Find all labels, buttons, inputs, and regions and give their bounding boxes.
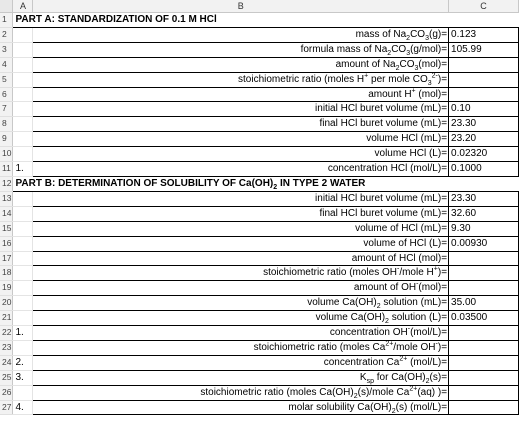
table-row: [0, 266, 519, 281]
cell-c-value[interactable]: [449, 340, 519, 355]
table-row: [0, 206, 519, 221]
cell-b-label[interactable]: stoichiometric ratio (moles $Ca(OH)_2(s)$/mole $Ca^{2+}(aq)$ )=: [33, 385, 449, 400]
section-row-part-b: [0, 176, 519, 191]
table-row: [0, 102, 519, 117]
cell-a-item-number[interactable]: [13, 191, 33, 206]
cell-c-value[interactable]: [449, 281, 519, 296]
table-row: [0, 340, 519, 355]
cell-a-item-number[interactable]: [13, 236, 33, 251]
table-row: [0, 326, 519, 341]
cell-a-item-number[interactable]: [13, 281, 33, 296]
cell-b-label[interactable]: volume of HCl (mL)=: [33, 221, 449, 236]
table-row: [0, 27, 519, 42]
cell-a-item-number[interactable]: 4.: [13, 400, 33, 415]
cell-c-value[interactable]: 0.1000: [449, 162, 519, 177]
cell-a-item-number[interactable]: [13, 27, 33, 42]
cell-b-label[interactable]: concentration OH-(mol/L)=: [33, 326, 449, 341]
cell-b-label[interactable]: concentration HCl (mol/L)=: [33, 162, 449, 177]
row-number[interactable]: 11: [0, 162, 13, 177]
row-number[interactable]: 1: [0, 13, 13, 28]
row-number[interactable]: 9: [0, 132, 13, 147]
cell-b-label[interactable]: final HCl buret volume (mL)=: [33, 206, 449, 221]
table-row: [0, 162, 519, 177]
cell-c-value[interactable]: [449, 355, 519, 370]
cell-b-label[interactable]: concentration $Ca^{2+}$ (mol/L)=: [33, 355, 449, 370]
row-number[interactable]: 14: [0, 206, 13, 221]
cell-a-item-number[interactable]: 1.: [13, 326, 33, 341]
section-row-part-a: [0, 13, 519, 28]
cell-b-label[interactable]: molar solubility $Ca(OH)_2(s)$ (mol/L)=: [33, 400, 449, 415]
row-number[interactable]: 3: [0, 42, 13, 57]
cell-a-item-number[interactable]: [13, 102, 33, 117]
cell-a-item-number[interactable]: [13, 147, 33, 162]
cell-c-value[interactable]: [449, 385, 519, 400]
cell-b-label[interactable]: formula mass of $Na_2CO_3(g/mol)=$: [33, 42, 449, 57]
column-header-c[interactable]: C: [449, 0, 519, 13]
cell-b-label[interactable]: volume of HCl (L)=: [33, 236, 449, 251]
table-row: [0, 281, 519, 296]
cell-a-item-number[interactable]: 1.: [13, 162, 33, 177]
cell-a-item-number[interactable]: [13, 72, 33, 87]
section-title-part-a[interactable]: PART A: STANDARDIZATION OF 0.1 M HCl: [13, 13, 519, 28]
cell-b-label[interactable]: volume HCl (L)=: [33, 147, 449, 162]
cell-c-value[interactable]: 0.10: [449, 102, 519, 117]
table-row: [0, 385, 519, 400]
cell-b-label[interactable]: initial HCl buret volume (mL)=: [33, 102, 449, 117]
cell-a-item-number[interactable]: [13, 266, 33, 281]
table-row: [0, 72, 519, 87]
row-number[interactable]: 12: [0, 176, 13, 191]
row-number[interactable]: 18: [0, 266, 13, 281]
cell-b-label[interactable]: volume HCl (mL)=: [33, 132, 449, 147]
cell-c-value[interactable]: [449, 72, 519, 87]
row-number[interactable]: 23: [0, 340, 13, 355]
cell-b-label[interactable]: volume $Ca(OH)_2$ solution (L)=: [33, 311, 449, 326]
row-number[interactable]: 25: [0, 370, 13, 385]
table-row: [0, 87, 519, 102]
table-row: [0, 117, 519, 132]
cell-a-item-number[interactable]: [13, 42, 33, 57]
cell-b-label[interactable]: stoichiometric ratio (moles OH-/mole H+)=: [33, 266, 449, 281]
section-title-part-b-subscript: 2: [273, 183, 278, 191]
cell-a-item-number[interactable]: [13, 57, 33, 72]
row-number[interactable]: 10: [0, 147, 13, 162]
section-title-part-b-prefix: PART B: DETERMINATION OF SOLUBILITY OF Ca(OH): [15, 177, 274, 189]
cell-a-item-number[interactable]: [13, 132, 33, 147]
column-header-row: [0, 0, 519, 13]
section-title-part-b-suffix: IN TYPE 2 WATER: [277, 177, 366, 189]
cell-a-item-number[interactable]: [13, 221, 33, 236]
cell-c-value[interactable]: [449, 266, 519, 281]
column-header-b[interactable]: B: [33, 0, 449, 13]
row-number[interactable]: 5: [0, 72, 13, 87]
row-number[interactable]: 19: [0, 281, 13, 296]
cell-b-label[interactable]: amount H+ (mol)=: [33, 87, 449, 102]
cell-a-item-number[interactable]: [13, 251, 33, 266]
cell-c-value[interactable]: 23.30: [449, 117, 519, 132]
cell-b-label[interactable]: final HCl buret volume (mL)=: [33, 117, 449, 132]
table-row: [0, 57, 519, 72]
cell-b-label[interactable]: amount of $Na_2CO_3(mol)=$: [33, 57, 449, 72]
row-number[interactable]: 2: [0, 27, 13, 42]
cell-a-item-number[interactable]: 2.: [13, 355, 33, 370]
row-number[interactable]: 26: [0, 385, 13, 400]
row-number[interactable]: 24: [0, 355, 13, 370]
table-row: [0, 296, 519, 311]
cell-c-value[interactable]: [449, 57, 519, 72]
cell-b-label[interactable]: $K_{sp}$ for $Ca(OH)_2(s)=$: [33, 370, 449, 385]
cell-c-value[interactable]: 0.03500: [449, 311, 519, 326]
table-row: [0, 251, 519, 266]
cell-b-label[interactable]: volume $Ca(OH)_2$ solution (mL)=: [33, 296, 449, 311]
section-title-part-b[interactable]: [13, 176, 519, 191]
cell-b-label[interactable]: initial HCl buret volume (mL)=: [33, 191, 449, 206]
table-row: [0, 221, 519, 236]
cell-c-value[interactable]: [449, 87, 519, 102]
cell-c-value[interactable]: 0.123: [449, 27, 519, 42]
cell-c-value[interactable]: 23.20: [449, 132, 519, 147]
cell-c-value[interactable]: [449, 370, 519, 385]
cell-a-item-number[interactable]: [13, 340, 33, 355]
table-row: [0, 400, 519, 415]
row-number[interactable]: 13: [0, 191, 13, 206]
row-number[interactable]: 7: [0, 102, 13, 117]
cell-a-item-number[interactable]: [13, 206, 33, 221]
row-number[interactable]: 20: [0, 296, 13, 311]
cell-b-label[interactable]: amount of HCl (mol)=: [33, 251, 449, 266]
table-row: [0, 236, 519, 251]
cell-c-value[interactable]: [449, 326, 519, 341]
row-number[interactable]: 15: [0, 221, 13, 236]
table-row: [0, 311, 519, 326]
cell-a-item-number[interactable]: [13, 117, 33, 132]
cell-a-item-number[interactable]: 3.: [13, 370, 33, 385]
row-number[interactable]: 16: [0, 236, 13, 251]
cell-c-value[interactable]: 0.02320: [449, 147, 519, 162]
cell-b-label[interactable]: stoichiometric ratio (moles H+ per mole $CO_3^{2-})=$: [33, 72, 449, 87]
table-row: [0, 147, 519, 162]
table-row: [0, 42, 519, 57]
row-number[interactable]: 22: [0, 326, 13, 341]
cell-c-value[interactable]: [449, 251, 519, 266]
cell-a-item-number[interactable]: [13, 87, 33, 102]
cell-a-item-number[interactable]: [13, 296, 33, 311]
cell-c-value[interactable]: 0.00930: [449, 236, 519, 251]
table-row: [0, 191, 519, 206]
table-row: [0, 132, 519, 147]
cell-c-value[interactable]: [449, 400, 519, 415]
row-number[interactable]: 8: [0, 117, 13, 132]
cell-c-value[interactable]: 35.00: [449, 296, 519, 311]
cell-b-label[interactable]: stoichiometric ratio (moles $Ca^{2+}$/mole OH-)=: [33, 340, 449, 355]
cell-b-label[interactable]: mass of $Na_2CO_3(g)=$: [33, 27, 449, 42]
cell-c-value[interactable]: 32.60: [449, 206, 519, 221]
column-header-a[interactable]: A: [13, 0, 33, 13]
table-row: [0, 355, 519, 370]
cell-c-value[interactable]: 9.30: [449, 221, 519, 236]
cell-b-label[interactable]: amount of OH-(mol)=: [33, 281, 449, 296]
cell-a-item-number[interactable]: [13, 311, 33, 326]
cell-a-item-number[interactable]: [13, 385, 33, 400]
row-number[interactable]: 4: [0, 57, 13, 72]
table-row: [0, 370, 519, 385]
row-number[interactable]: 21: [0, 311, 13, 326]
select-all-corner[interactable]: [0, 0, 13, 13]
cell-c-value[interactable]: 23.30: [449, 191, 519, 206]
cell-c-value[interactable]: 105.99: [449, 42, 519, 57]
row-number[interactable]: 27: [0, 400, 13, 415]
row-number[interactable]: 6: [0, 87, 13, 102]
row-number[interactable]: 17: [0, 251, 13, 266]
